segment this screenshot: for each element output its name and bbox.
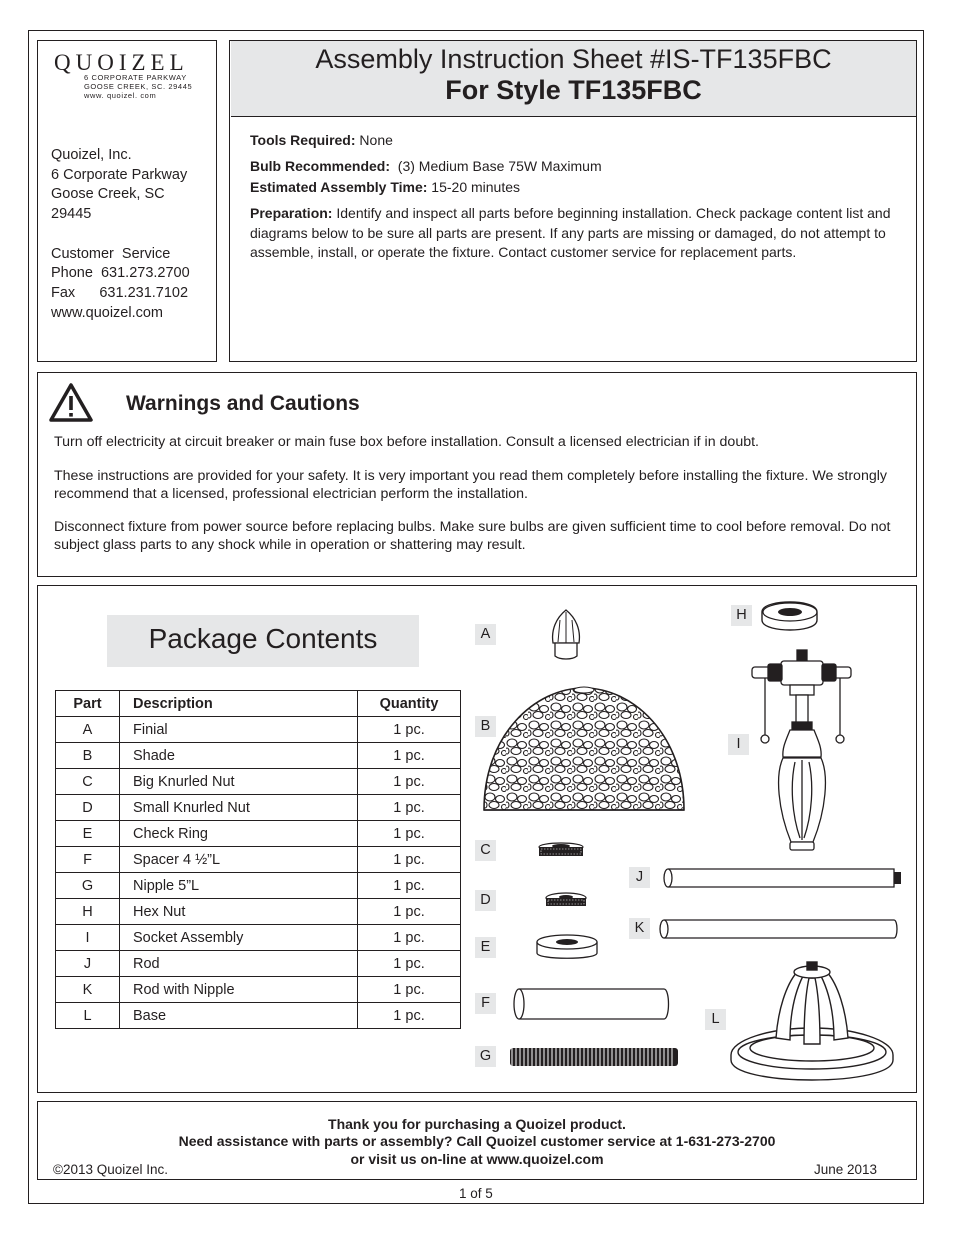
cell-part: G [56,873,120,899]
logo-address: 6 CORPORATE PARKWAY GOOSE CREEK, SC. 29445 www. quoizel. com [84,73,193,100]
cell-quantity: 1 pc. [358,951,461,977]
label-e: E [475,937,496,958]
rod-with-nipple-drawing [660,920,897,938]
cell-description: Small Knurled Nut [120,795,358,821]
cell-quantity: 1 pc. [358,1003,461,1029]
page-number: 1 of 5 [459,1186,493,1201]
tools-required: Tools Required: None [250,132,393,148]
label-j: J [629,867,650,888]
cell-description: Rod with Nipple [120,977,358,1003]
cell-part: I [56,925,120,951]
cell-description: Nipple 5”L [120,873,358,899]
thanks-line: Thank you for purchasing a Quoizel product. [328,1116,626,1132]
package-title: Package Contents [148,623,378,654]
cell-description: Shade [120,743,358,769]
cell-quantity: 1 pc. [358,847,461,873]
hex-nut-drawing [762,602,817,630]
cell-part: E [56,821,120,847]
header-description: Description [120,691,358,717]
cell-quantity: 1 pc. [358,717,461,743]
warning-text-3: Disconnect fixture from power source before replacing bulbs. Make sure bulbs are given sufficient time to cool before removal. Do not subject glass parts to any shock while in operation or shattering may result. [54,519,891,553]
cell-part: L [56,1003,120,1029]
date: June 2013 [814,1162,878,1177]
label-l: L [705,1009,726,1030]
bulb-recommended: Bulb Recommended: (3) Medium Base 75W Maximum [250,158,602,174]
finial-drawing [553,610,580,659]
warning-text-2: These instructions are provided for your safety. It is very important you read them completely before installing the fixture. We strongly recommend that a licensed, professional electrician perform the installation. [54,468,887,502]
company-logo: QUOIZEL [54,50,189,75]
assistance-line: Need assistance with parts or assembly? Call Quoizel customer service at 1-631-273-2700 [178,1133,776,1149]
label-a: A [475,624,496,645]
cell-quantity: 1 pc. [358,743,461,769]
warning-text-1: Turn off electricity at circuit breaker or main fuse box before installation. Consult a licensed electrician if in doubt. [54,434,759,450]
label-h: H [731,605,752,626]
nipple-drawing [510,1048,678,1066]
copyright-icon: © [53,1162,63,1177]
cell-quantity: 1 pc. [358,821,461,847]
header-part: Part [56,691,120,717]
preparation: Preparation: Identify and inspect all parts before beginning installation. Check package content list and diagrams below to be sure all parts are present. If any parts are missing or damaged, do not attempt to assemble, install, or operate the fixture. Contact customer service for replacement parts. [250,205,891,260]
label-i: I [728,734,749,755]
cell-part: K [56,977,120,1003]
small-knurled-nut-drawing [546,893,586,906]
cell-description: Finial [120,717,358,743]
socket-assembly-drawing [752,650,851,850]
cell-description: Hex Nut [120,899,358,925]
cell-part: J [56,951,120,977]
style-title: For Style TF135FBC [445,75,702,105]
cell-part: H [56,899,120,925]
cell-quantity: 1 pc. [358,795,461,821]
cell-description: Rod [120,951,358,977]
base-drawing [731,962,893,1080]
shade-drawing [484,687,684,810]
cell-part: A [56,717,120,743]
cell-description: Socket Assembly [120,925,358,951]
cell-description: Base [120,1003,358,1029]
cell-part: C [56,769,120,795]
cell-quantity: 1 pc. [358,769,461,795]
label-b: B [475,716,496,737]
rod-drawing [664,869,901,887]
cell-description: Big Knurled Nut [120,769,358,795]
spacer-drawing [514,989,669,1019]
cell-description: Spacer 4 ½”L [120,847,358,873]
sheet-title: Assembly Instruction Sheet #IS-TF135FBC [315,44,832,74]
cell-part: D [56,795,120,821]
assembly-time: Estimated Assembly Time: 15-20 minutes [250,179,521,195]
cell-quantity: 1 pc. [358,899,461,925]
cell-part: F [56,847,120,873]
check-ring-drawing [537,935,597,958]
warnings-title: Warnings and Cautions [126,392,360,415]
cell-quantity: 1 pc. [358,977,461,1003]
copyright: ©2013 Quoizel Inc. [53,1162,169,1177]
big-knurled-nut-drawing [539,843,583,856]
label-k: K [629,918,650,939]
cell-part: B [56,743,120,769]
label-f: F [475,993,496,1014]
cell-quantity: 1 pc. [358,873,461,899]
website-line: or visit us on-line at www.quoizel.com [350,1151,604,1167]
header-quantity: Quantity [358,691,461,717]
company-address: Quoizel, Inc. 6 Corporate Parkway Goose Creek, SC 29445 Customer Service Phone 631.273.2700 Fax 631.231.7102 www.quoizel.com [51,147,190,321]
label-d: D [475,890,496,911]
cell-quantity: 1 pc. [358,925,461,951]
cell-description: Check Ring [120,821,358,847]
label-g: G [475,1046,496,1067]
label-c: C [475,840,496,861]
